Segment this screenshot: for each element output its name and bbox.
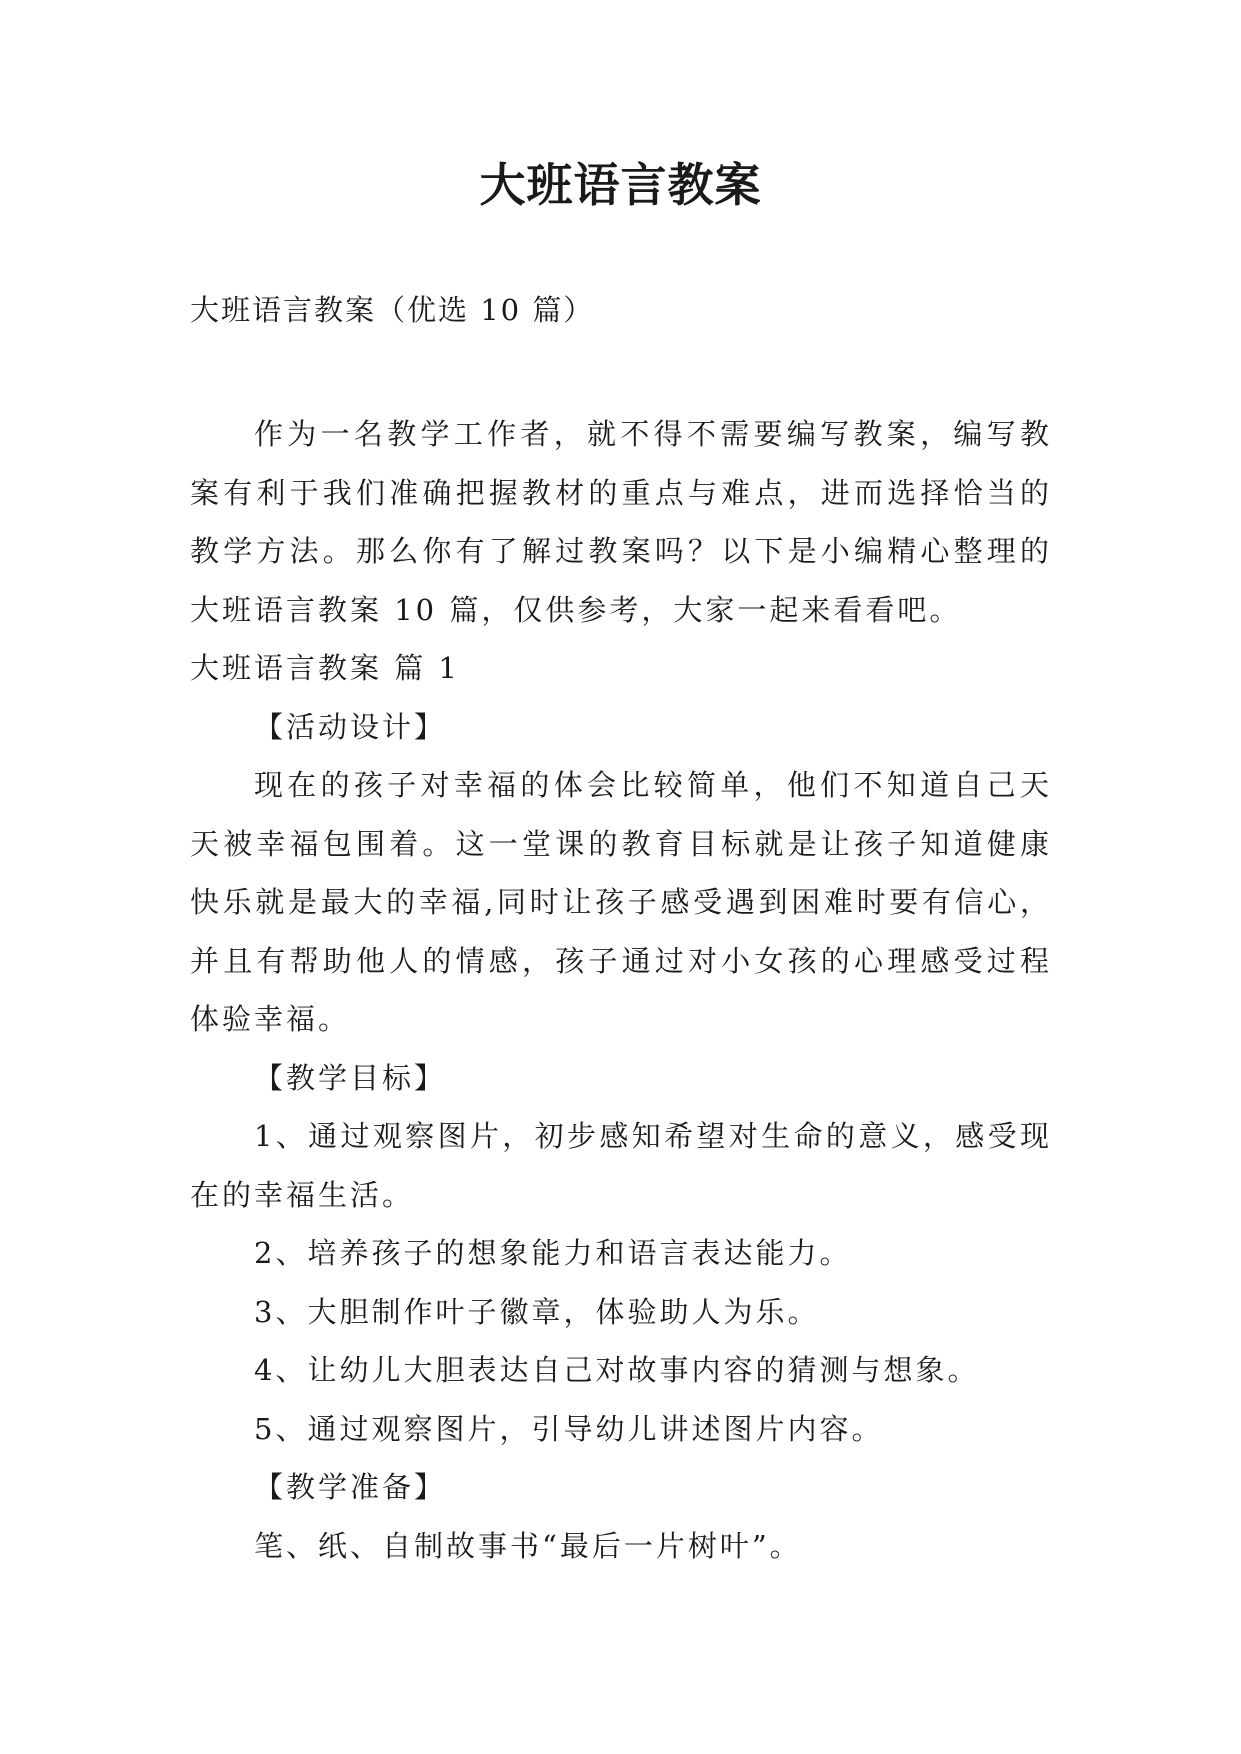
teaching-goals-heading: 【教学目标】 xyxy=(254,1060,447,1095)
intro-paragraph: 作为一名教学工作者，就不得不需要编写教案，编写教案有利于我们准确把握教材的重点与难点，进而选择恰当的教学方法。那么你有了解过教案吗？以下是小编精心整理的大班语言教案 10 篇，仅供参考，大家一起来看看吧。 xyxy=(190,417,1052,627)
document-subtitle: 大班语言教案（优选 10 篇） xyxy=(190,293,595,327)
preparation-paragraph: 笔、纸、自制故事书“最后一片树叶”。 xyxy=(254,1528,802,1563)
activity-design-paragraph: 现在的孩子对幸福的体会比较简单，他们不知道自己天天被幸福包围着。这一堂课的教育目标就是让孩子知道健康快乐就是最大的幸福,同时让孩子感受遇到困难时要有信心，并且有帮助他人的情感，孩子通过对小女孩的心理感受过程体验幸福。 xyxy=(190,768,1052,1036)
goal-item: 2、培养孩子的想象能力和语言表达能力。 xyxy=(254,1236,852,1270)
goal-item: 5、通过观察图片，引导幼儿讲述图片内容。 xyxy=(254,1411,884,1446)
document-body xyxy=(190,405,1052,1575)
goal-item: 1、通过观察图片，初步感知希望对生命的意义，感受现在的幸福生活。 xyxy=(190,1119,1052,1212)
teaching-preparation-heading: 【教学准备】 xyxy=(254,1470,447,1504)
section-heading: 大班语言教案 篇 1 xyxy=(190,651,460,685)
goal-item: 4、让幼儿大胆表达自己对故事内容的猜测与想象。 xyxy=(254,1353,980,1387)
activity-design-heading: 【活动设计】 xyxy=(254,709,447,744)
goal-item: 3、大胆制作叶子徽章，体验助人为乐。 xyxy=(254,1294,820,1329)
document-title: 大班语言教案 xyxy=(479,158,762,212)
